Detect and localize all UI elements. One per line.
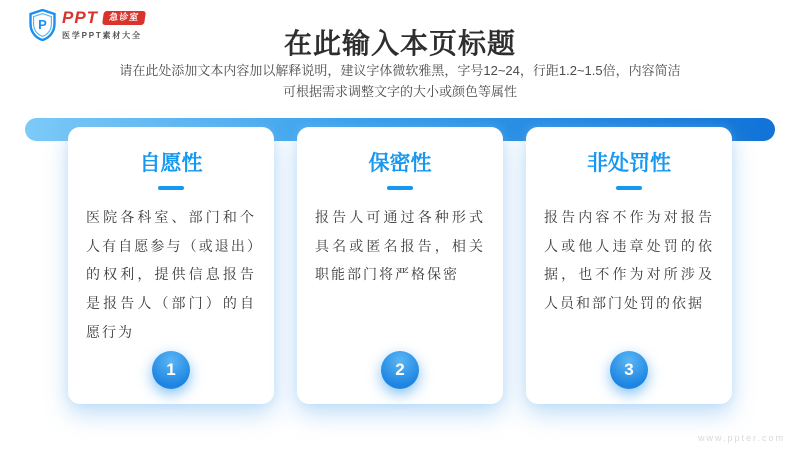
brand-tagline: 医学PPT素材大全 [62,31,142,40]
page-subtitle [70,61,730,103]
subtitle-line-1: 请在此处添加文本内容加以解释说明，建议字体微软雅黑，字号12~24，行距1.2~1.5倍，内容简洁 [119,63,681,78]
card-nonpunitive [526,127,732,404]
title-underline [387,186,413,190]
card-confidential [297,127,503,404]
card-body: 报告人可通过各种形式具名或匿名报告，相关职能部门将严格保密 [315,209,485,283]
brand-badge: 急诊室 [102,11,146,25]
subtitle-line-2: 可根据需求调整文字的大小或颜色等属性 [282,83,517,99]
number-badge-1: 1 [152,351,190,389]
card-body: 医院各科室、部门和个人有自愿参与（或退出）的权利，提供信息报告是报告人（部门）的自愿行为 [86,209,256,340]
watermark: www.ppter.com [697,433,785,443]
svg-text:P: P [38,17,47,32]
card-body: 报告内容不作为对报告人或他人违章处罚的依据，也不作为对所涉及人员和部门处罚的依据 [544,209,714,312]
number-badge-2: 2 [381,351,419,389]
card-title: 保密性 [368,152,432,175]
number-badge-3: 3 [610,351,648,389]
card-title: 非处罚性 [587,152,671,175]
title-underline [158,186,184,190]
title-underline [616,186,642,190]
cards-row [68,127,732,404]
brand-word: PPT [62,8,99,27]
page-title: 在此输入本页标题 [283,28,516,59]
card-title: 自愿性 [139,152,203,175]
card-voluntary [68,127,274,404]
